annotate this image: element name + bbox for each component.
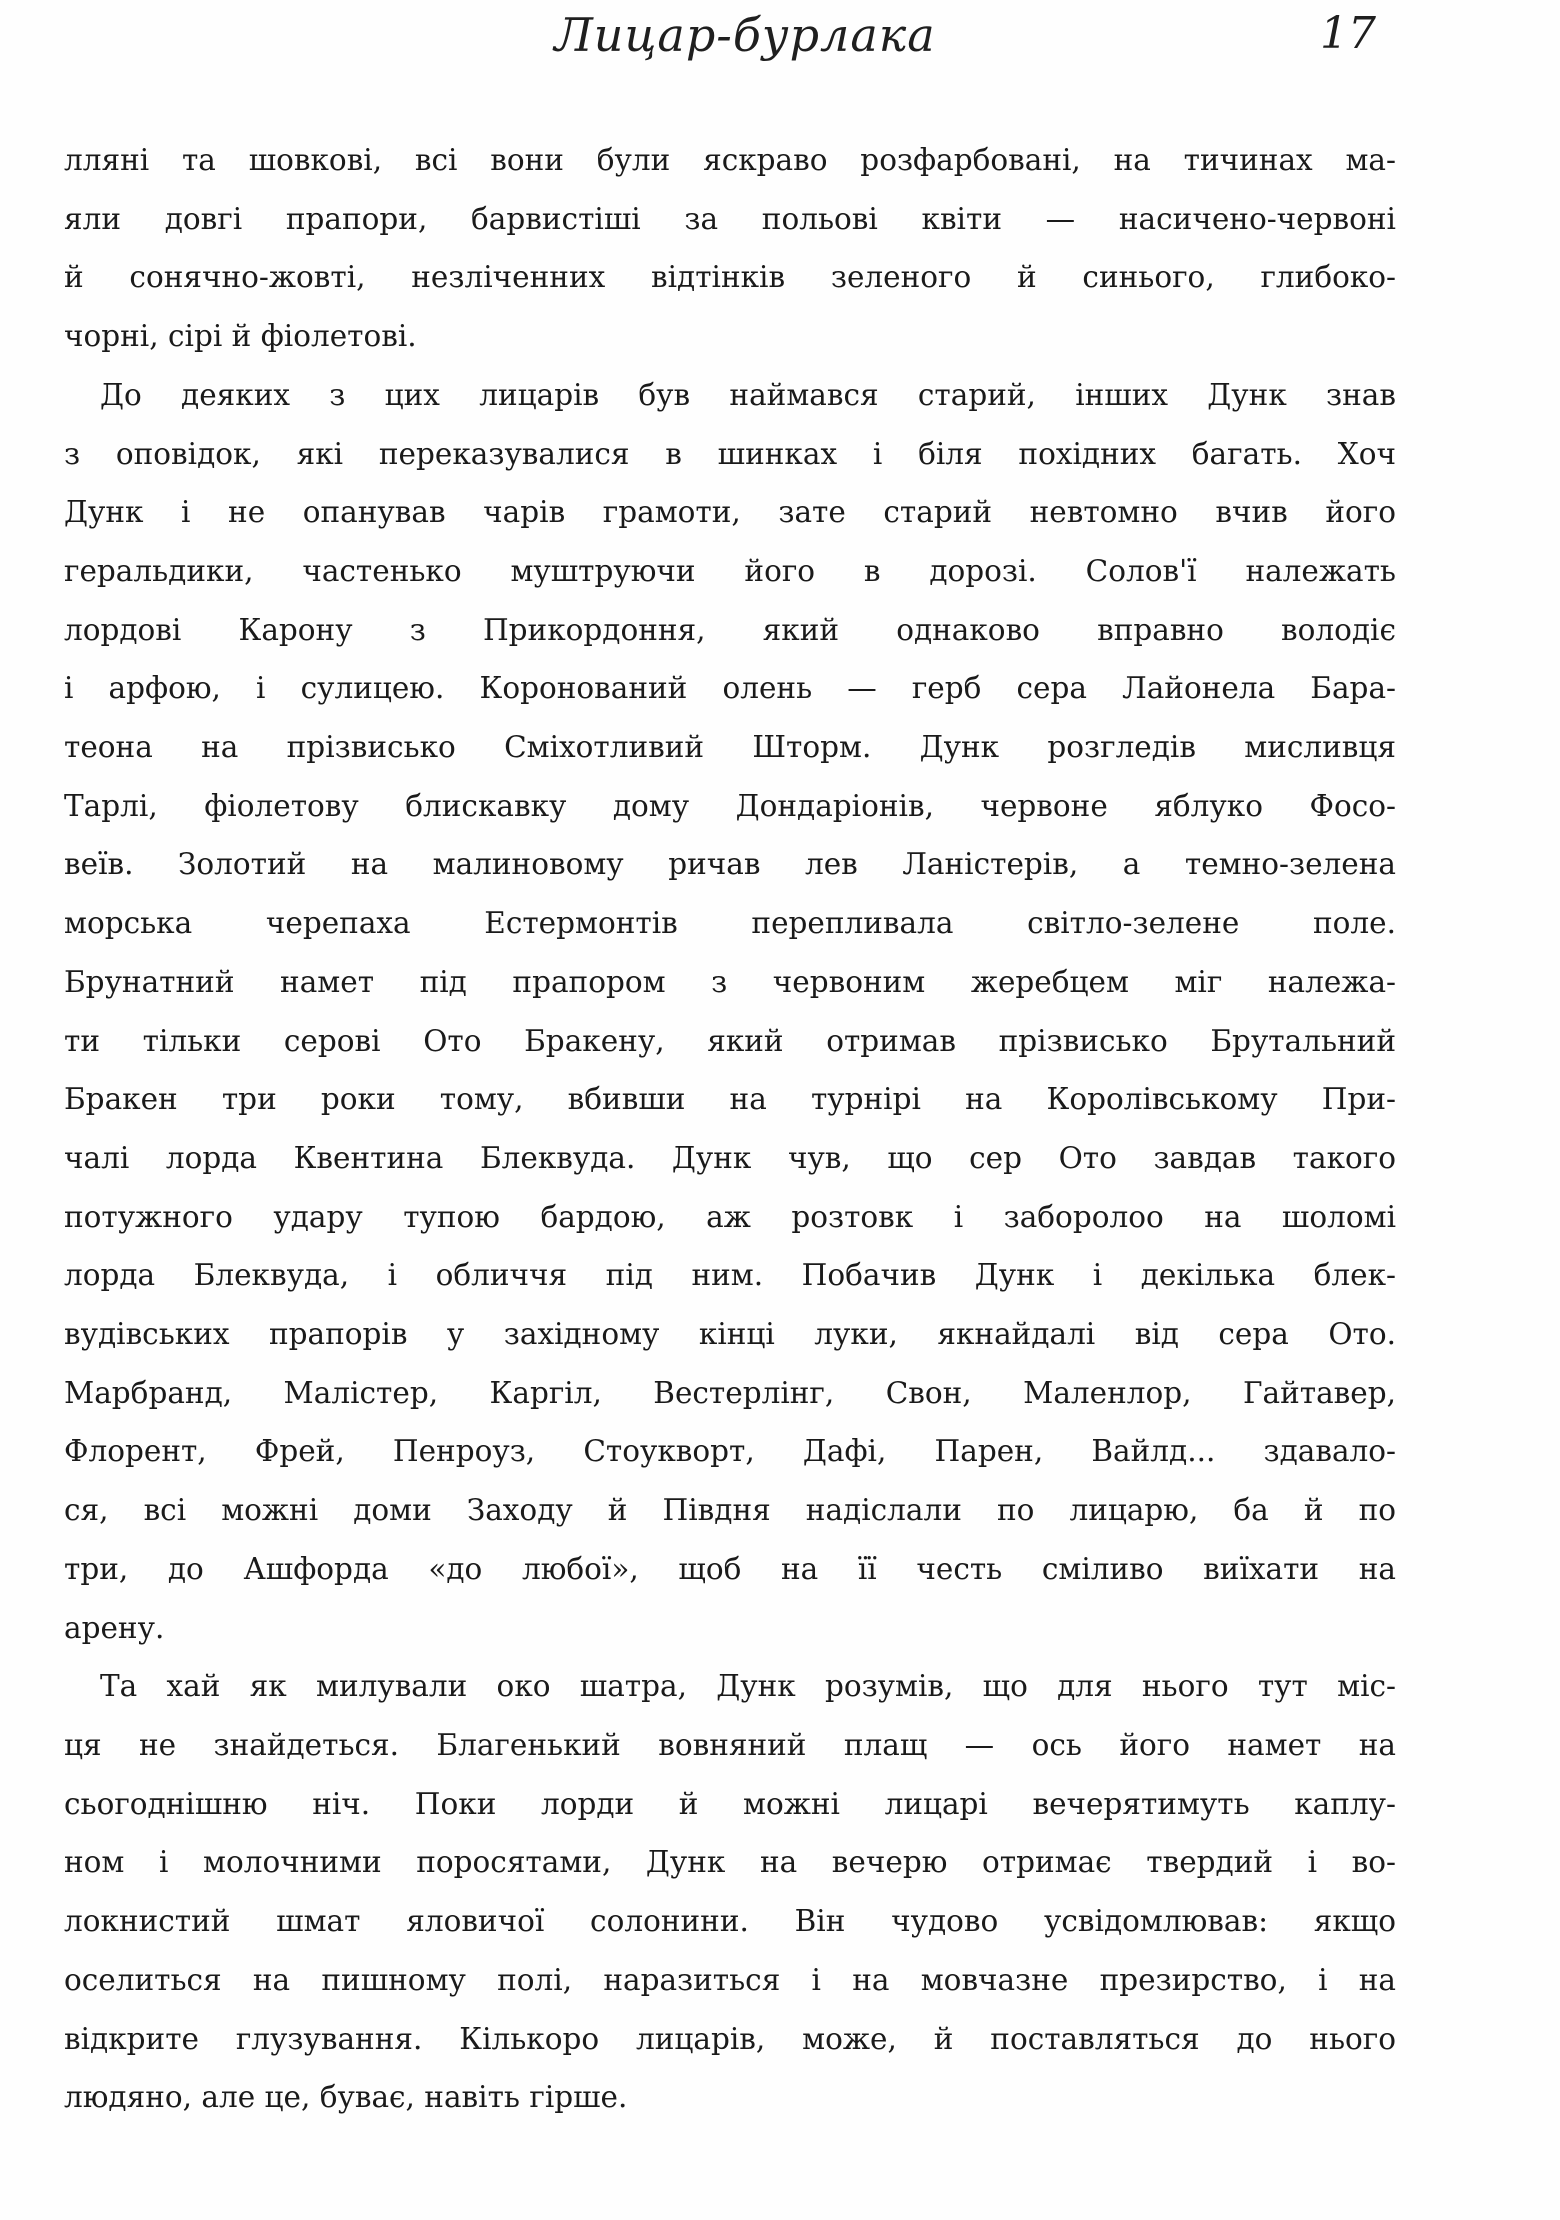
text-line: Брунатний намет під прапором з червоним жеребцем міг належа- [64, 964, 1396, 999]
text-line: Дунк і не опанував чарів грамоти, зате старий невтомно вчив його [64, 495, 1396, 530]
text-line: ця не знайдеться. Благенький вовняний плащ — ось його намет на [64, 1727, 1396, 1762]
text-line: геральдики, частенько муштруючи його в дорозі. Солов'ї належать [64, 553, 1396, 588]
text-line: з оповідок, які переказувалися в шинках і біля похідних багать. Хоч [64, 436, 1396, 471]
text-line: ном і молочними поросятами, Дунк на вечерю отримає твердий і во- [64, 1845, 1396, 1880]
text-line: оселиться на пишному полі, наразиться і на мовчазне презирство, і на [64, 1962, 1396, 1997]
text-line: три, до Ашфорда «до любої», щоб на її честь сміливо виїхати на [64, 1551, 1396, 1586]
body-text [64, 131, 1396, 2127]
text-line: Тарлі, фіолетову блискавку дому Дондаріонів, червоне яблуко Фосо- [64, 788, 1396, 823]
running-head [0, 8, 1560, 78]
text-line: лорда Блеквуда, і обличчя під ним. Побачив Дунк і декілька блек- [64, 1258, 1396, 1293]
text-line: локнистий шмат яловичої солонини. Він чудово усвідомлював: якщо [64, 1904, 1396, 1939]
page-number: 17 [1320, 8, 1376, 59]
text-line: теона на прізвисько Сміхотливий Шторм. Дунк розгледів мисливця [64, 730, 1396, 765]
paragraph-1 [64, 131, 1396, 366]
text-line: Та хай як милували око шатра, Дунк розумів, що для нього тут міс- [100, 1669, 1396, 1704]
text-line: людяно, але це, буває, навіть гірше. [64, 2080, 628, 2115]
text-line: До деяких з цих лицарів був наймався старий, інших Дунк знав [100, 377, 1396, 412]
text-line: веїв. Золотий на малиновому ричав лев Ланістерів, а темно-зелена [64, 847, 1396, 882]
text-line: чорні, сірі й фіолетові. [64, 319, 417, 354]
text-line: чалі лорда Квентина Блеквуда. Дунк чув, що сер Ото завдав такого [64, 1140, 1396, 1175]
text-line: Марбранд, Малістер, Каргіл, Вестерлінг, Свон, Маленлор, Гайтавер, [64, 1375, 1396, 1410]
paragraph-3 [64, 1657, 1396, 2127]
paragraph-2 [64, 366, 1396, 1657]
text-line: Флорент, Фрей, Пенроуз, Стоукворт, Дафі, Парен, Вайлд... здавало- [64, 1434, 1396, 1469]
text-line: лляні та шовкові, всі вони були яскраво розфарбовані, на тичинах ма- [64, 143, 1396, 177]
text-line: сьогоднішню ніч. Поки лорди й можні лицарі вечерятимуть каплу- [64, 1786, 1396, 1821]
text-line: морська черепаха Естермонтів перепливала світло-зелене поле. [64, 906, 1396, 941]
text-line: потужного удару тупою бардою, аж розтовк і заборолоо на шоломі [64, 1199, 1396, 1234]
text-line: ти тільки серові Ото Бракену, який отримав прізвисько Брутальний [64, 1023, 1396, 1058]
text-line: відкрите глузування. Кількоро лицарів, може, й поставляться до нього [64, 2021, 1396, 2056]
text-line: й сонячно-жовті, незліченних відтінків зеленого й синього, глибоко- [64, 260, 1396, 295]
text-line: лордові Карону з Прикордоння, який однаково вправно володіє [64, 612, 1396, 647]
text-line: яли довгі прапори, барвистіші за польові квіти — насичено-червоні [64, 201, 1396, 236]
book-title: Лицар-бурлака [554, 8, 936, 62]
text-line: вудівських прапорів у західному кінці луки, якнайдалі від сера Ото. [64, 1317, 1396, 1352]
text-line: ся, всі можні доми Заходу й Півдня надіслали по лицарю, ба й по [64, 1493, 1396, 1528]
text-line: і арфою, і сулицею. Коронований олень — герб сера Лайонела Бара- [64, 671, 1396, 706]
text-line: Бракен три роки тому, вбивши на турнірі на Королівському При- [64, 1082, 1396, 1117]
text-line: арену. [64, 1610, 165, 1645]
